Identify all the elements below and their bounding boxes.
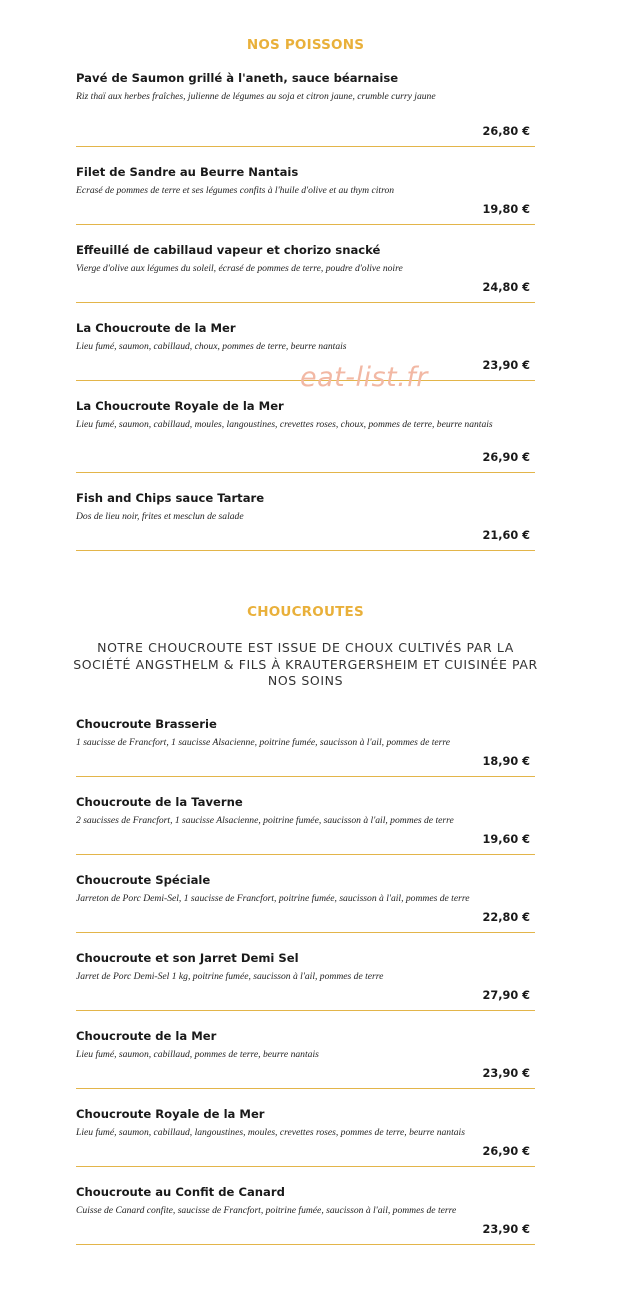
item-price: 21,60 € bbox=[482, 529, 530, 542]
item-description: Cuisse de Canard confite, saucisse de Francfort, poitrine fumée, saucisson à l'ail, pommes de terre bbox=[76, 1204, 457, 1216]
item-name: Fish and Chips sauce Tartare bbox=[76, 491, 265, 505]
item-name: Choucroute au Confit de Canard bbox=[76, 1184, 285, 1199]
item-price: 26,90 € bbox=[482, 451, 530, 464]
menu-item bbox=[76, 1107, 535, 1167]
section-nos-poissons bbox=[76, 37, 535, 551]
item-name: Choucroute de la Mer bbox=[76, 1028, 217, 1043]
menu-item bbox=[76, 1029, 535, 1089]
menu-item bbox=[76, 795, 535, 855]
item-name: Pavé de Saumon grillé à l'aneth, sauce béarnaise bbox=[76, 71, 399, 85]
item-name: Effeuillé de cabillaud vapeur et chorizo snacké bbox=[76, 243, 381, 257]
item-description: 1 saucisse de Francfort, 1 saucisse Alsacienne, poitrine fumée, saucisson à l'ail, pommes de terre bbox=[76, 736, 451, 748]
item-price: 23,90 € bbox=[482, 1066, 530, 1080]
section-title: NOS POISSONS bbox=[246, 37, 365, 53]
item-name: Choucroute et son Jarret Demi Sel bbox=[76, 950, 299, 965]
item-name: La Choucroute Royale de la Mer bbox=[76, 399, 284, 413]
item-name: Choucroute Brasserie bbox=[76, 716, 217, 731]
menu-item bbox=[76, 951, 535, 1011]
item-price: 22,80 € bbox=[482, 910, 530, 924]
menu-item bbox=[76, 399, 535, 473]
item-price: 26,90 € bbox=[482, 1144, 530, 1158]
section-intro: NOTRE CHOUCROUTE EST ISSUE DE CHOUX CULTIVÉS PAR LA SOCIÉTÉ ANGSTHELM & FILS À KRAUTERGERSHEIM ET CUISINÉE PAR NOS SOINS bbox=[73, 640, 538, 688]
item-name: Choucroute Spéciale bbox=[76, 872, 211, 887]
item-price: 19,80 € bbox=[482, 203, 530, 216]
item-description: Lieu fumé, saumon, cabillaud, choux, pommes de terre, beurre nantais bbox=[76, 341, 347, 352]
section-choucroutes bbox=[73, 604, 538, 1245]
item-description: Vierge d'olive aux légumes du soleil, écrasé de pommes de terre, poudre d'olive noire bbox=[76, 263, 403, 274]
item-description: Jarret de Porc Demi-Sel 1 kg, poitrine fumée, saucisson à l'ail, pommes de terre bbox=[76, 970, 384, 982]
item-price: 19,60 € bbox=[482, 832, 530, 846]
item-price: 18,90 € bbox=[482, 754, 530, 768]
item-description: Lieu fumé, saumon, cabillaud, pommes de terre, beurre nantais bbox=[76, 1048, 319, 1060]
item-description: Dos de lieu noir, frites et mesclun de salade bbox=[76, 511, 244, 522]
item-description: 2 saucisses de Francfort, 1 saucisse Alsacienne, poitrine fumée, saucisson à l'ail, pommes de terre bbox=[76, 814, 454, 826]
item-price: 23,90 € bbox=[482, 1222, 530, 1236]
item-description: Jarreton de Porc Demi-Sel, 1 saucisse de Francfort, poitrine fumée, saucisson à l'ail, pommes de terre bbox=[76, 892, 470, 904]
item-description: Lieu fumé, saumon, cabillaud, langoustines, moules, crevettes roses, pommes de terre, beurre nantais bbox=[76, 1126, 465, 1138]
menu-item bbox=[76, 491, 535, 551]
menu-item bbox=[76, 165, 535, 225]
item-name: Choucroute Royale de la Mer bbox=[76, 1106, 265, 1121]
item-price: 24,80 € bbox=[482, 281, 530, 294]
item-name: Choucroute de la Taverne bbox=[76, 794, 243, 809]
item-price: 23,90 € bbox=[482, 359, 530, 372]
menu-item bbox=[76, 717, 535, 777]
menu-item bbox=[76, 71, 535, 147]
item-description: Lieu fumé, saumon, cabillaud, moules, langoustines, crevettes roses, choux, pommes de terre, beurre nantais bbox=[76, 419, 493, 430]
menu-item bbox=[76, 243, 535, 303]
menu-item bbox=[76, 873, 535, 933]
section-title: CHOUCROUTES bbox=[247, 604, 364, 620]
menu-item bbox=[76, 1185, 535, 1245]
item-name: Filet de Sandre au Beurre Nantais bbox=[76, 165, 299, 179]
item-price: 27,90 € bbox=[482, 988, 530, 1002]
item-name: La Choucroute de la Mer bbox=[76, 321, 236, 335]
item-price: 26,80 € bbox=[482, 125, 530, 138]
item-description: Ecrasé de pommes de terre et ses légumes confits à l'huile d'olive et au thym citron bbox=[76, 185, 395, 196]
item-description: Riz thaï aux herbes fraîches, julienne de légumes au soja et citron jaune, crumble curry jaune bbox=[76, 91, 436, 102]
watermark: eat-list.fr bbox=[300, 362, 428, 393]
